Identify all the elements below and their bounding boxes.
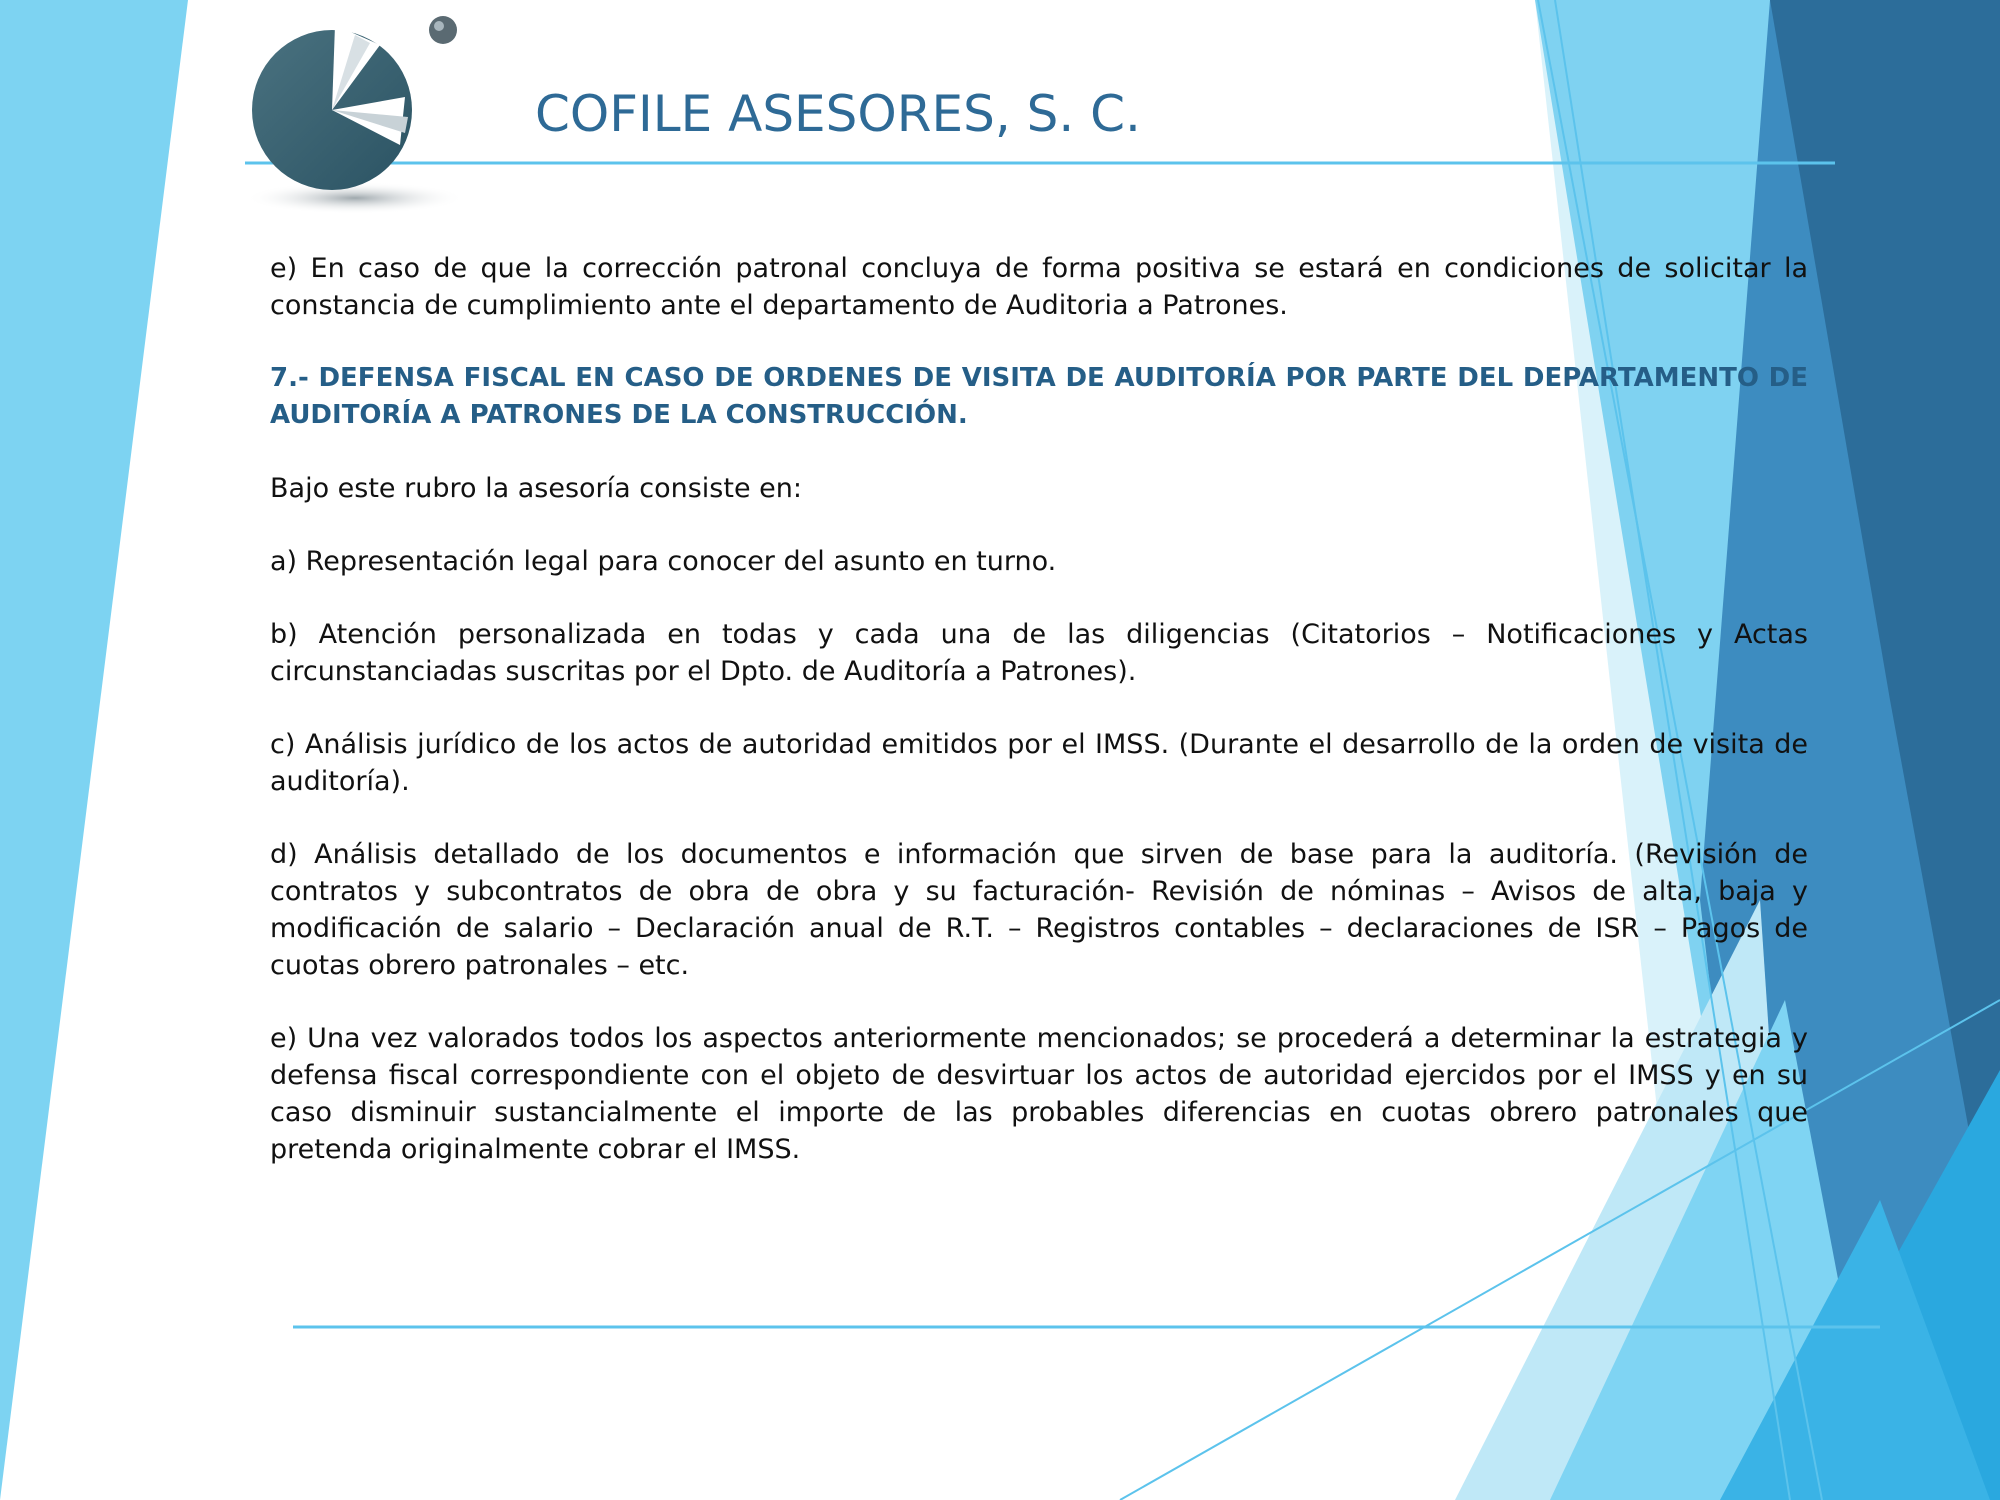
section-heading: 7.- DEFENSA FISCAL EN CASO DE ORDENES DE VISITA DE AUDITORÍA POR PARTE DEL DEPARTAMENTO DE AUDITORÍA A PATRONES DE LA CONSTRUCCIÓN.	[270, 363, 1808, 430]
list-item-b: b) Atención personalizada en todas y cada una de las diligencias (Citatorios – Notificaciones y Actas circunstanciadas suscritas por el Dpto. de Auditoría a Patrones).	[270, 619, 1808, 687]
company-title: COFILE ASESORES, S. C.	[535, 85, 1141, 143]
intro-paragraph: Bajo este rubro la asesoría consiste en:	[270, 473, 802, 504]
document-body	[270, 250, 1808, 1204]
list-item-a: a) Representación legal para conocer del asunto en turno.	[270, 546, 1057, 577]
left-accent-wedge	[0, 0, 188, 1500]
paragraph-e-intro: e) En caso de que la corrección patronal concluya de forma positiva se estará en condiciones de solicitar la constancia de cumplimiento ante el departamento de Auditoria a Patrones.	[270, 253, 1808, 321]
list-item-d: d) Análisis detallado de los documentos e información que sirven de base para la auditoría. (Revisión de contratos y subcontratos de obra de obra y su facturación- Revisión de nóminas – Avisos de alta, baja y modificación de salario – Declaración anual de R.T. – Registros contables – declaraciones de ISR – Pagos de cuotas obrero patronales – etc.	[270, 839, 1808, 981]
company-logo	[240, 5, 470, 220]
list-item-e: e) Una vez valorados todos los aspectos anteriormente mencionados; se procederá a determinar la estrategia y defensa fiscal correspondiente con el objeto de desvirtuar los actos de autoridad ejercidos por el IMSS y en su caso disminuir sustancialmente el importe de las probables diferencias en cuotas obrero patronales que pretenda originalmente cobrar el IMSS.	[270, 1023, 1808, 1165]
list-item-c: c) Análisis jurídico de los actos de autoridad emitidos por el IMSS. (Durante el desarrollo de la orden de visita de auditoría).	[270, 729, 1808, 797]
